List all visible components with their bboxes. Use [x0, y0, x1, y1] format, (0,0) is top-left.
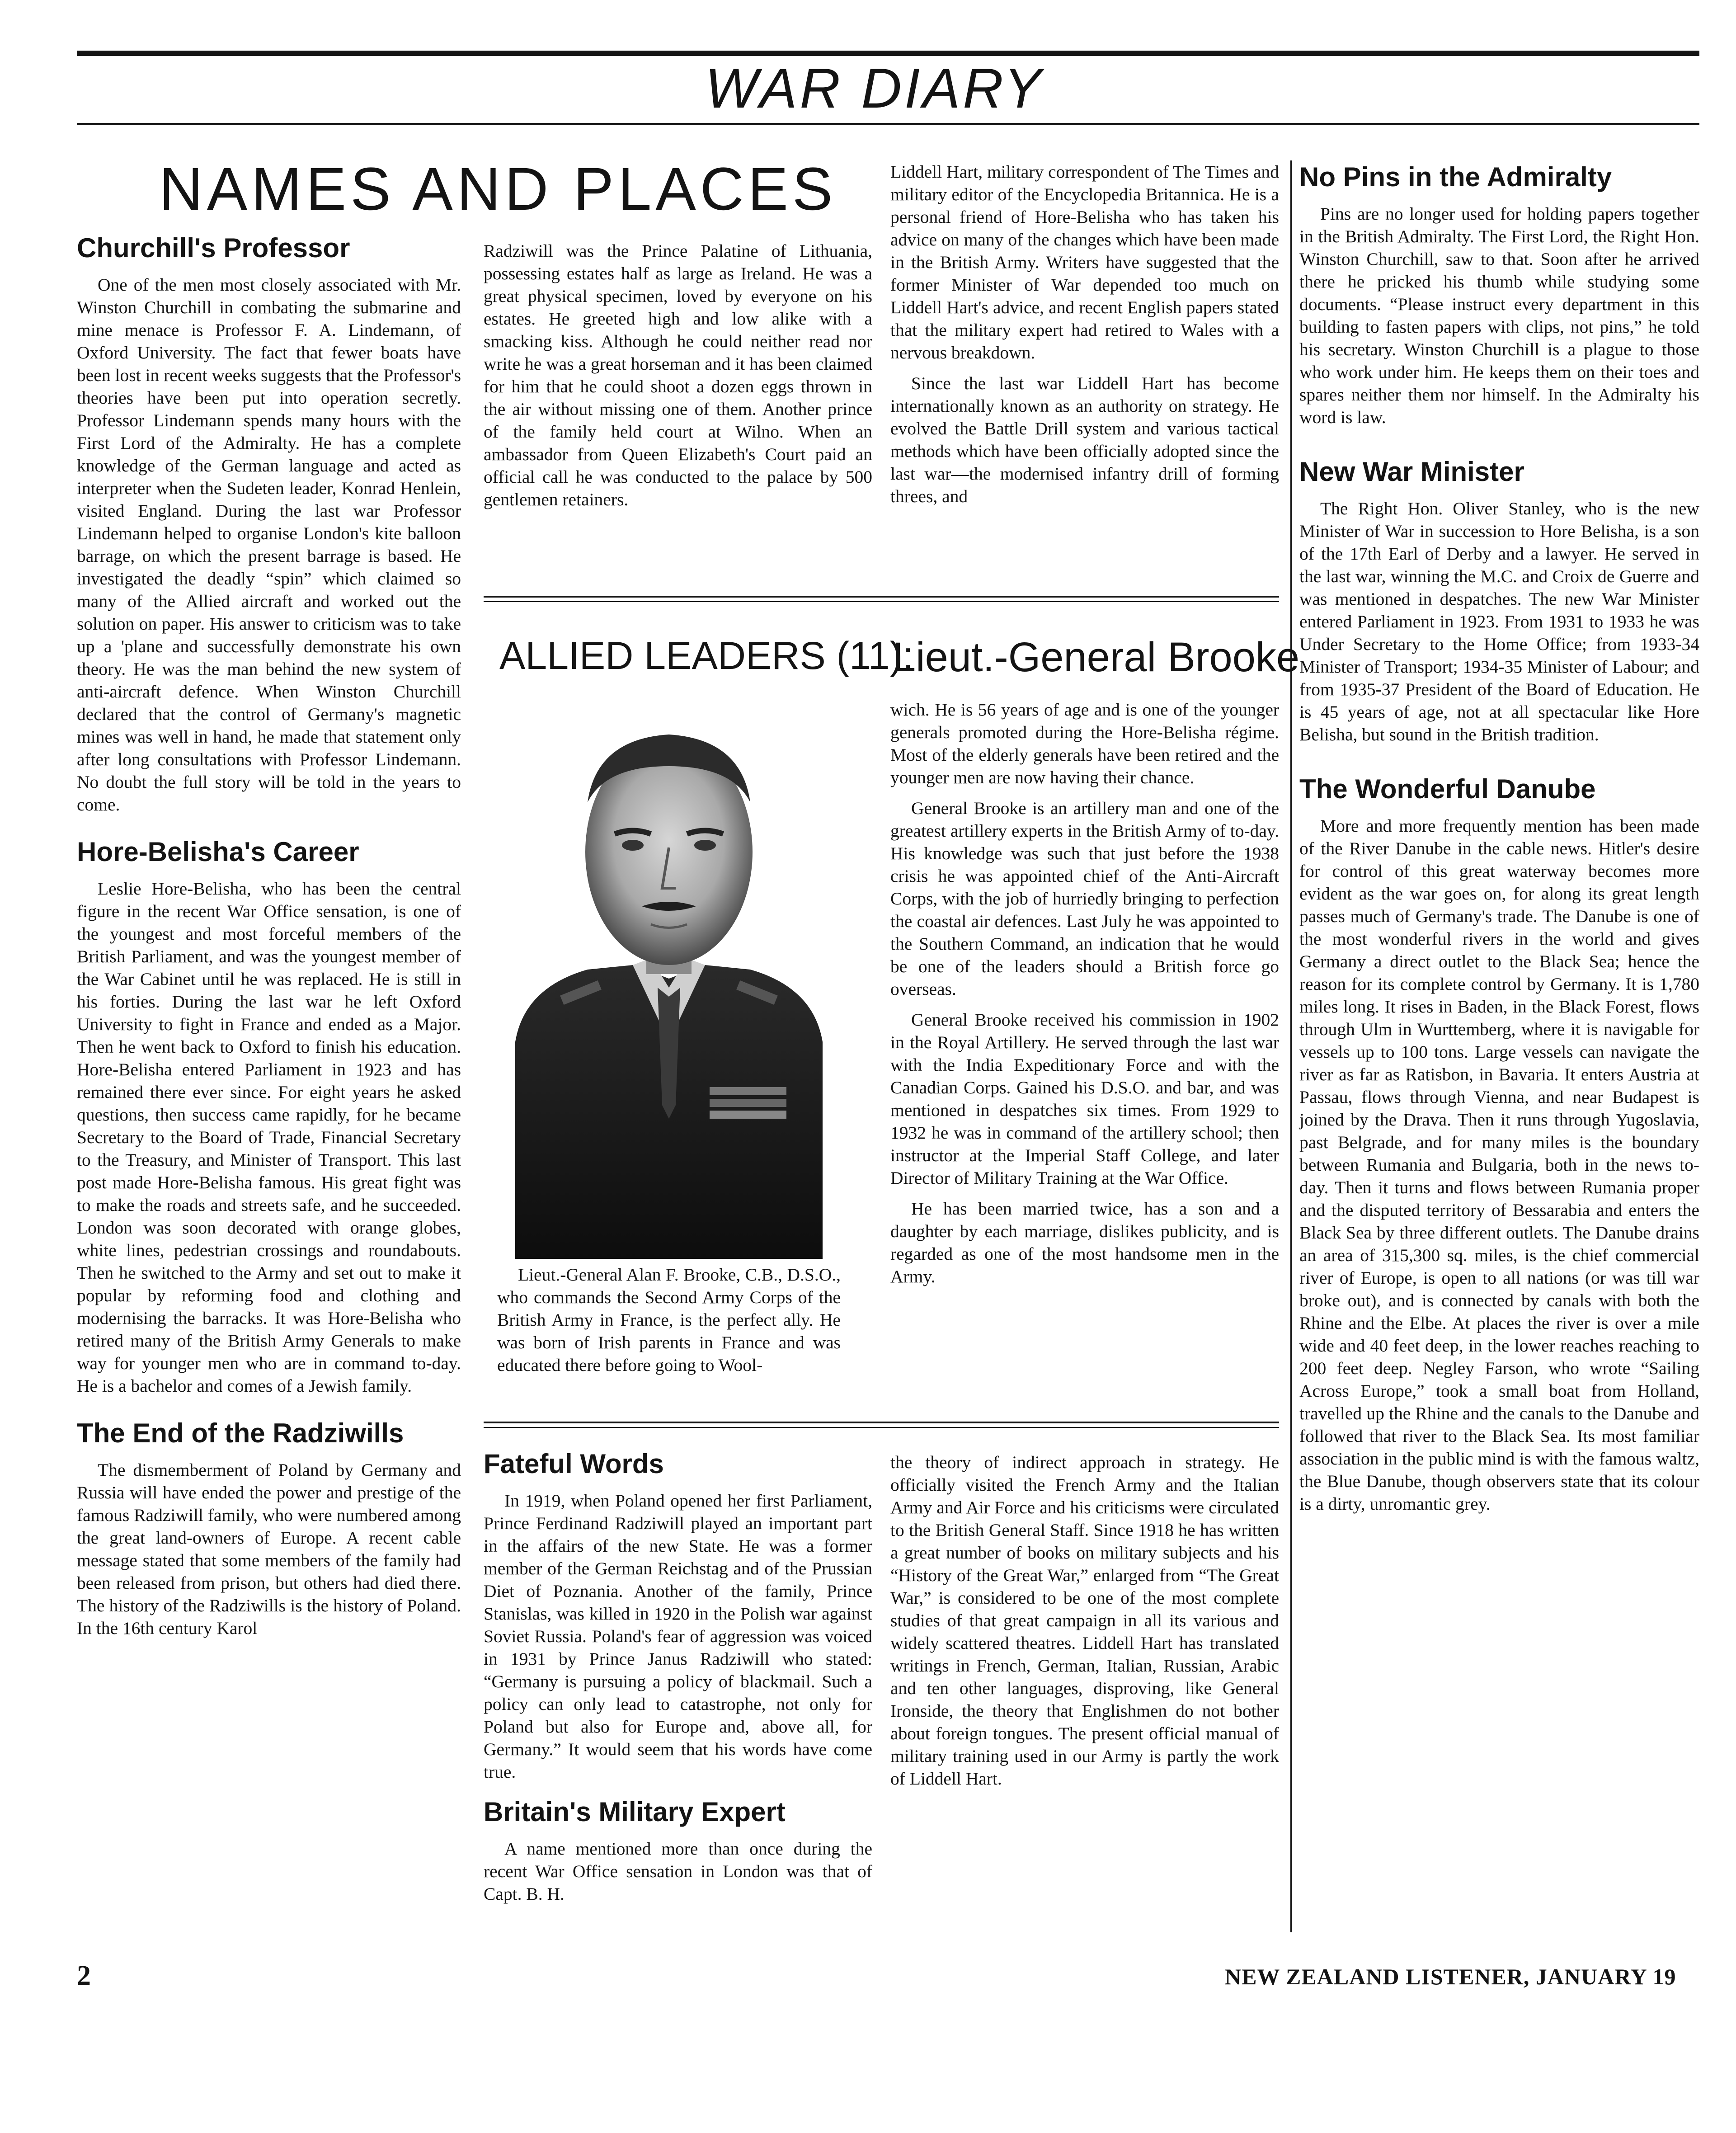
article-body: In 1919, when Poland opened her first Parliament, Prince Ferdinand Radziwill played an important part in the affairs of the new State. He was a former member of the German Reichstag and of the Prussian Diet of Poznania. Another of the family, Prince Stanislas, was killed in 1920 in the Polish war against Soviet Russia. Poland's fear of aggression was voiced in 1931 by Prince Janus Radziwill who stated: “Germany is pursuing a policy of blackmail. Such a policy can only lead to catastrophe, not only for Poland but also for Europe and, above all, for Germany.” It would seem that his words have come true. [484, 1491, 872, 1782]
article-heading: Churchill's Professor [77, 233, 350, 263]
column-rule [1290, 160, 1292, 1932]
article-body: Leslie Hore-Belisha, who has been the central figure in the recent War Office sensation, is one of the youngest and most forceful members of the British Parliament, and was the youngest member of the War Cabinet until he was replaced. He is still in his forties. During the last war he left Oxford University to fight in France and ended as a Major. Then he went back to Oxford to finish his education. Hore-Belisha entered Parliament in 1923 and has remained there ever since. For eight years he asked questions, then success came rapidly, for he became Secretary to the Board of Trade, Financial Secretary to the Treasury, and Minister of Transport. This last post made Hore-Belisha famous. His great fight was to make the roads and streets safe, and he succeeded. London was soon decorated with orange globes, white lines, pedestrian crossings and roundabouts. Then he switched to the Army and set out to make it popular by reforming food and clothing and modernising the barracks. It was Hore-Belisha who retired many of the British Army Generals to make way for younger men who are in command to-day. He is a bachelor and comes of a Jewish family. [77, 879, 461, 1396]
column-1 [77, 233, 461, 1639]
caption-text: Lieut.-General Alan F. Brooke, C.B., D.S.O., who commands the Second Army Corps of the British Army in France, is the perfect ally. He was born of Irish parents in France and was educated there before going to Wool- [497, 1265, 841, 1375]
box-rule-bottom-thin [484, 1427, 1279, 1428]
portrait-caption [497, 1263, 841, 1376]
page-number: 2 [77, 1960, 91, 1991]
page-headline: NAMES AND PLACES [159, 155, 837, 223]
article-heading: Britain's Military Expert [484, 1797, 786, 1827]
column-3-top [890, 160, 1279, 508]
article-body: One of the men most closely associated with Mr. Winston Churchill in combating the submarine and mine menace is Professor F. A. Lindemann, of Oxford University. The fact that fewer boats have been lost in recent weeks suggests that the Professor's theories have been put into operation secretly. Professor Lindemann spends many hours with the First Lord of the Admiralty. He has a complete knowledge of the German language and acted as interpreter when the Sudeten leader, Konrad Henlein, visited England. During the last war Professor Lindemann helped to organise London's kite balloon barrage, on which the present barrage is based. He investigated the deadly “spin” which claimed so many of the Allied aircraft and worked out the solution on paper. His answer to criticism was to take up a 'plane and successfully demonstrate his own theory. He was the man behind the new system of anti-aircraft defence. When Winston Churchill declared that the control of Germany's magnetic mines was well in hand, he made that statement only after long consultations with Professor Lindemann. No doubt the full story will be told in the years to come. [77, 275, 461, 815]
masthead-rule [77, 123, 1699, 125]
article-body: Liddell Hart, military correspondent of The Times and military editor of the Encyclopedia Britannica. He is a personal friend of Hore-Belisha who has taken his advice on many of the changes which have been made in the British Army. Writers have suggested that the former Minister of War depended too much on Liddell Hart's advice, and recent English papers stated that the military expert had retired to Wales with a nervous breakdown. [890, 162, 1279, 363]
portrait-photo [497, 698, 841, 1259]
article-body: the theory of indirect approach in strategy. He officially visited the French Army and the Italian Army and Air Force and his criticisms were circulated to the British General Staff. Since 1918 he has written a great number of books on military subjects and his “History of the Great War,” enlarged from “The Great War,” is considered to be one of the most complete studies of that great campaign in all its various and widely scattered theatres. Liddell Hart has translated writings in French, German, Italian, Russian, Arabic and ten other languages, disproving, like General Ironside, the theory that Englishmen do not bother about foreign tongues. The present official manual of military training used in our Army is partly the work of Liddell Hart. [890, 1452, 1279, 1789]
article-body: More and more frequently mention has been made of the River Danube in the cable news. Hitler's desire for control of this great waterway becomes more evident as the war goes on, for along its great length passes much of Germany's trade. The Danube is one of the most wonderful rivers in the world and gives Germany a direct outlet to the Black Sea; hence the reason for its complete control by Germany. It is 1,780 miles long. It rises in Baden, in the Black Forest, flows through Ulm in Wurttemberg, where it is navigable for vessels up to 100 tons. Large vessels can navigate the river as far as Ratisbon, in Bavaria. It enters Austria at Passau, flows through Vienna, and near Budapest is joined by the Drava. Then it runs through Yugoslavia, past Belgrade, and for many miles is the boundary between Rumania and Bulgaria, both in the news to-day. Then it turns and flows between Rumania proper and the disputed territory of Bessarabia and enters the Black Sea by three different outlets. The Danube drains an area of 315,300 sq. miles, is the chief commercial river of Europe, is open to all nations (or was till war broke out), and is connected by canals with both the Rhine and the Elbe. At places the river is over a mile wide and 40 feet deep, in the lower reaches reaching to 200 feet deep. Negley Farson, who wrote “Sailing Across Europe,” took a small boat from Holland, travelled up the Rhine and the canals to the Danube and followed that river to the Black Sea. Its most familiar association in the public mind is with the famous waltz, the Blue Danube, though observers state that its colour is a dirty, unromantic grey. [1299, 816, 1699, 1514]
article-body: Since the last war Liddell Hart has become internationally known as an authority on strategy. He evolved the Battle Drill system and various tactical methods which have been officially adopted since the last war—the modernised infantry drill of forming threes, and [890, 373, 1279, 506]
top-rule [77, 51, 1699, 56]
box-rule-top-thin [484, 601, 1279, 602]
article-body: Radziwill was the Prince Palatine of Lithuania, possessing estates half as large as Ireland. He was a great physical specimen, loved by everyone on his estates. He greeted high and low alike with a smacking kiss. Although he could neither read nor write he was a great horseman and it has been claimed for him that he could shoot a dozen eggs thrown in the air without missing one of them. Another prince of the family held court at Wilno. When an ambassador from Queen Elizabeth's Court paid an official call he was conducted to the palace by 500 gentlemen retainers. [484, 241, 872, 509]
masthead-title: WAR DIARY [705, 57, 1044, 120]
box-rule-top [484, 596, 1279, 598]
article-body: The dismemberment of Poland by Germany and Russia will have ended the power and prestige of the famous Radziwill family, who were numbered among the great land-owners of Europe. A recent cable message stated that some members of the family had been released from prison, but others had died there. The history of the Radziwills is the history of Poland. In the 16th century Karol [77, 1460, 461, 1638]
column-3-bottom [890, 1451, 1279, 1790]
article-body: wich. He is 56 years of age and is one of the younger generals promoted during the Hore-Belisha régime. Most of the elderly generals have been retired and the younger men are now having their chance. [890, 700, 1279, 787]
article-body: He has been married twice, has a son and a daughter by each marriage, dislikes publicity, and is regarded as one of the most handsome men in the Army. [890, 1199, 1279, 1286]
article-heading: Fateful Words [484, 1449, 664, 1479]
box-rule-bottom [484, 1422, 1279, 1423]
article-heading: Hore-Belisha's Career [77, 837, 359, 867]
article-heading: No Pins in the Admiralty [1299, 162, 1612, 192]
article-heading: New War Minister [1299, 457, 1524, 487]
article-heading: The Wonderful Danube [1299, 774, 1596, 804]
feature-headline-left: ALLIED LEADERS (11): [499, 634, 914, 678]
column-4 [1299, 162, 1699, 1515]
column-2-bottom [484, 1449, 872, 1905]
article-body: The Right Hon. Oliver Stanley, who is the new Minister of War in succession to Hore Belisha, is a son of the 17th Earl of Derby and a lawyer. He served in the last war, winning the M.C. and Croix de Guerre and was mentioned in despatches. The new War Minister entered Parliament in 1923. From 1931 to 1933 he was Under Secretary to the Home Office; from 1933-34 Minister of Transport; 1934-35 Minister of Labour; and from 1935-37 President of the Board of Education. He is 45 years of age, not at all spectacular like Hore Belisha, but sound in the British tradition. [1299, 499, 1699, 744]
feature-headline-right: Lieut.-General Brooke [893, 634, 1300, 680]
article-body: Pins are no longer used for holding papers together in the British Admiralty. The First Lord, the Right Hon. Winston Churchill, saw to that. Soon after he arrived there he pricked his thumb while studying some documents. “Please instruct every department in this building to fasten papers with clips, not pins,” he told his secretary. Winston Churchill is a plague to those who work under him. He keeps them on their toes and spares neither them nor himself. In the Admiralty his word is law. [1299, 204, 1699, 427]
article-body: A name mentioned more than once during the recent War Office sensation in London was that of Capt. B. H. [484, 1839, 872, 1904]
article-body: General Brooke received his commission in 1902 in the Royal Artillery. He served through the last war with the India Expeditionary Force and with the Canadian Corps. Gained his D.S.O. and bar, and was mentioned in despatches six times. From 1929 to 1932 he was in command of the artillery school; then instructor at the Imperial Staff College, and later Director of Military Training at the War Office. [890, 1010, 1279, 1188]
column-2-top [484, 240, 872, 511]
publication-line: NEW ZEALAND LISTENER, JANUARY 19 [1225, 1964, 1676, 1989]
article-body: General Brooke is an artillery man and one of the greatest artillery experts in the British Army of to-day. His knowledge was such that just before the 1938 crisis he was appointed chief of the Anti-Aircraft Corps, with the job of hurriedly bringing to perfection the coastal air defences. Last July he was appointed to the Southern Command, an indication that he would be one of the leaders should a British force go overseas. [890, 798, 1279, 999]
feature-body-column [890, 698, 1279, 1288]
article-heading: The End of the Radziwills [77, 1418, 404, 1448]
